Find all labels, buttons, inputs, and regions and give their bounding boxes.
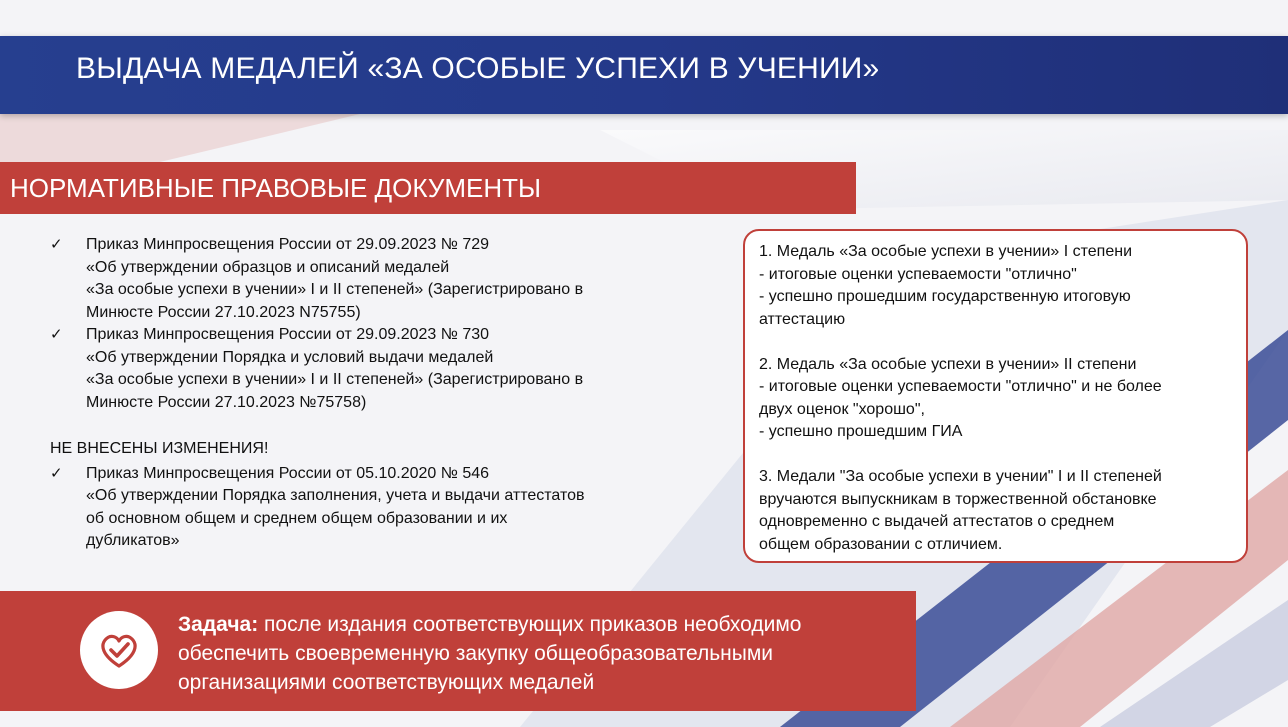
document-line: «Об утверждении Порядка заполнения, учета и выдачи аттестатов [86, 487, 585, 504]
check-icon: ✓ [50, 326, 63, 343]
task-icon-circle [80, 611, 158, 689]
document-line: «Об утверждении Порядка и условий выдачи медалей [86, 348, 494, 366]
check-heart-icon [80, 611, 158, 689]
document-line: об основном общем и среднем общем образовании и их [86, 509, 508, 527]
task-line: организациями соответствующих медалей [178, 671, 595, 694]
info-line: одновременно с выдачей аттестатов о среднем [759, 513, 1115, 530]
task-text [178, 610, 801, 697]
info-line: 1. Медаль «За особые успехи в учении» I степени [759, 243, 1133, 260]
info-line: аттестацию [759, 310, 846, 328]
check-icon: ✓ [50, 464, 63, 482]
notice-text: НЕ ВНЕСЕНЫ ИЗМЕНЕНИЯ! [50, 440, 269, 457]
document-line: Минюсте России 27.10.2023 N75755) [86, 303, 361, 321]
info-line: - успешно прошедшим государственную итоговую [759, 288, 1131, 305]
task-line: обеспечить своевременную закупку общеобразовательными [178, 642, 774, 665]
info-line: 3. Медали "За особые успехи в учении" I и II степеней [759, 468, 1162, 485]
document-item [50, 234, 690, 324]
document-line: Приказ Минпросвещения России от 05.10.2020 № 546 [86, 464, 490, 482]
info-line: - итоговые оценки успеваемости "отлично" [759, 265, 1077, 283]
info-line: вручаются выпускникам в торжественной обстановке [759, 490, 1157, 508]
section-title: НОРМАТИВНЫЕ ПРАВОВЫЕ ДОКУМЕНТЫ [10, 173, 542, 203]
document-line: «За особые успехи в учении» I и II степеней» (Зарегистрировано в [86, 371, 584, 388]
info-line: - успешно прошедшим ГИА [759, 423, 963, 440]
task-line [178, 610, 801, 639]
check-icon: ✓ [50, 236, 63, 253]
info-line: 2. Медаль «За особые успехи в учении» II степени [759, 355, 1137, 373]
document-line: дубликатов» [86, 532, 180, 549]
info-line: общем образовании с отличием. [759, 535, 1003, 553]
document-line: Минюсте России 27.10.2023 №75758) [86, 393, 367, 411]
document-item [50, 463, 690, 553]
document-item [50, 324, 690, 414]
header-bar [0, 36, 1288, 114]
info-line [759, 444, 1232, 467]
task-line-text: после издания соответствующих приказов необходимо [258, 613, 802, 636]
info-line: двух оценок "хорошо", [759, 400, 925, 418]
task-banner [0, 591, 916, 711]
section-bar [0, 162, 856, 214]
task-label: Задача: [178, 613, 259, 636]
document-line: «За особые успехи в учении» I и II степеней» (Зарегистрировано в [86, 281, 584, 298]
document-line: Приказ Минпросвещения России от 29.09.2023 № 730 [86, 326, 490, 343]
medals-info-box [743, 229, 1248, 563]
document-line: «Об утверждении образцов и описаний медалей [86, 258, 450, 276]
page-title: ВЫДАЧА МЕДАЛЕЙ «ЗА ОСОБЫЕ УСПЕХИ В УЧЕНИИ» [76, 52, 880, 85]
documents-list [50, 234, 690, 553]
document-line: Приказ Минпросвещения России от 29.09.2023 № 729 [86, 236, 490, 253]
info-line [759, 331, 1232, 354]
info-line: - итоговые оценки успеваемости "отлично" и не более [759, 378, 1162, 395]
